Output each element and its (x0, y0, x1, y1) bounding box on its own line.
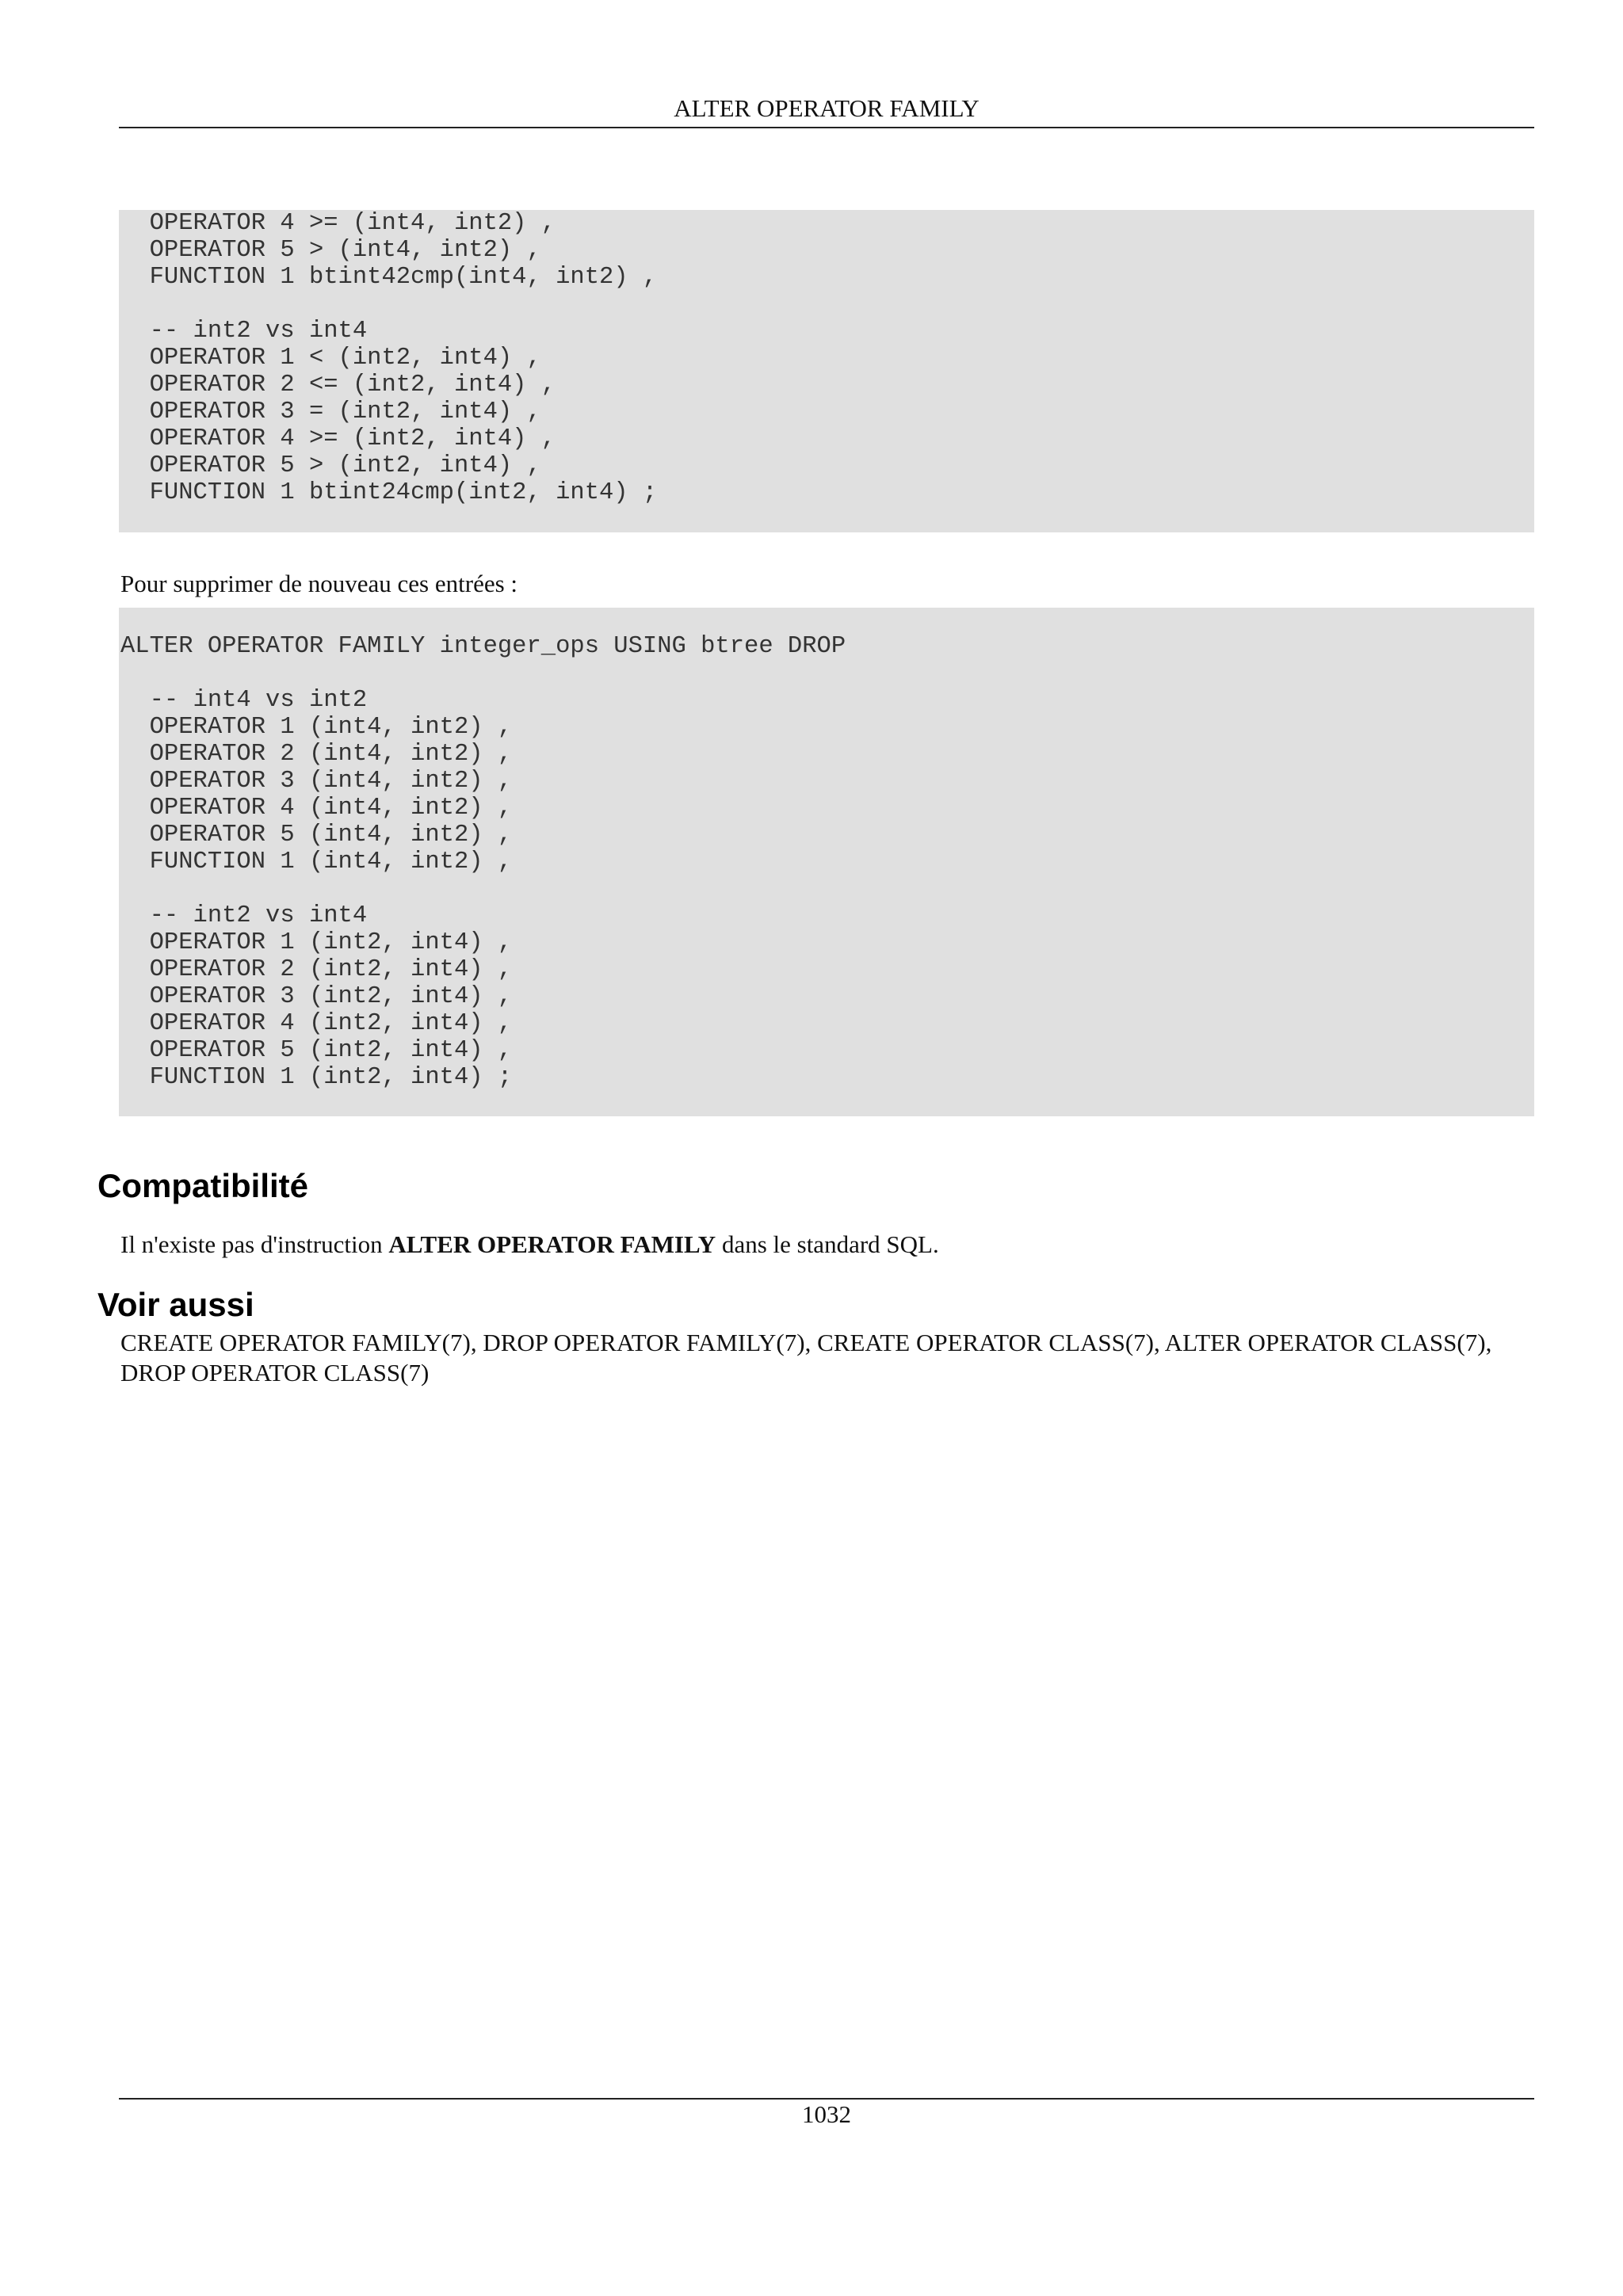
intro-drop-paragraph: Pour supprimer de nouveau ces entrées : (120, 570, 518, 597)
see-also-link[interactable]: ALTER OPERATOR CLASS(7) (1164, 1329, 1486, 1356)
see-also-link[interactable]: DROP OPERATOR CLASS(7) (120, 1359, 430, 1386)
code-line: OPERATOR 4 >= (int4, int2) , (149, 210, 556, 237)
code-block-drop-operators (119, 608, 1534, 1116)
see-also-link[interactable]: DROP OPERATOR FAMILY(7) (483, 1329, 805, 1356)
code-line: OPERATOR 3 = (int2, int4) , (149, 399, 541, 425)
see-also-separator: , (1485, 1329, 1492, 1356)
see-also-link[interactable]: CREATE OPERATOR FAMILY(7) (120, 1329, 471, 1356)
code-line: FUNCTION 1 (int4, int2) , (149, 849, 513, 875)
code-line: -- int2 vs int4 (149, 318, 368, 345)
code-line: OPERATOR 5 > (int2, int4) , (149, 452, 541, 479)
compat-text-after: dans le standard SQL. (716, 1230, 939, 1258)
code-line: FUNCTION 1 btint24cmp(int2, int4) ; (120, 479, 658, 506)
compatibility-paragraph (120, 1230, 939, 1260)
code-line: FUNCTION 1 btint42cmp(int4, int2) , (149, 264, 658, 291)
code-line: OPERATOR 5 (int2, int4) , (149, 1037, 513, 1064)
see-also-separator: , (470, 1329, 483, 1356)
see-also-separator: , (1153, 1329, 1165, 1356)
code-line: OPERATOR 5 > (int4, int2) , (149, 237, 541, 264)
code-line: OPERATOR 2 <= (int2, int4) , (149, 372, 556, 399)
see-also-link[interactable]: CREATE OPERATOR CLASS(7) (817, 1329, 1154, 1356)
code-line: FUNCTION 1 (int2, int4) ; (120, 1064, 513, 1091)
code-line: -- int2 vs int4 (149, 902, 368, 929)
code-line: OPERATOR 1 (int2, int4) , (149, 929, 513, 956)
code-line: OPERATOR 2 (int4, int2) , (149, 741, 513, 768)
code-line: OPERATOR 1 < (int2, int4) , (149, 345, 541, 372)
code-line: -- int4 vs int2 (149, 687, 368, 714)
code-line: OPERATOR 3 (int4, int2) , (149, 768, 513, 795)
code-line: ALTER OPERATOR FAMILY integer_ops USING btree DROP (120, 633, 846, 660)
code-line: OPERATOR 4 (int2, int4) , (149, 1010, 513, 1037)
code-line: OPERATOR 5 (int4, int2) , (149, 822, 513, 849)
header-rule (119, 127, 1534, 128)
compatibility-heading: Compatibilité (97, 1167, 309, 1204)
code-line: OPERATOR 1 (int4, int2) , (149, 714, 513, 741)
page-number: 1032 (802, 2100, 851, 2128)
compat-text-before: Il n'existe pas d'instruction (120, 1230, 389, 1258)
code-line: OPERATOR 4 >= (int2, int4) , (149, 425, 556, 452)
see-also-links (120, 1328, 1536, 1388)
page-header-title: ALTER OPERATOR FAMILY (674, 94, 980, 122)
code-block-add-operators (119, 210, 1534, 532)
see-also-heading: Voir aussi (97, 1286, 254, 1323)
code-line: OPERATOR 2 (int2, int4) , (149, 956, 513, 983)
code-line: OPERATOR 4 (int4, int2) , (149, 795, 513, 822)
see-also-separator: , (804, 1329, 818, 1356)
compat-command-name: ALTER OPERATOR FAMILY (388, 1230, 716, 1258)
code-line: OPERATOR 3 (int2, int4) , (149, 983, 513, 1010)
